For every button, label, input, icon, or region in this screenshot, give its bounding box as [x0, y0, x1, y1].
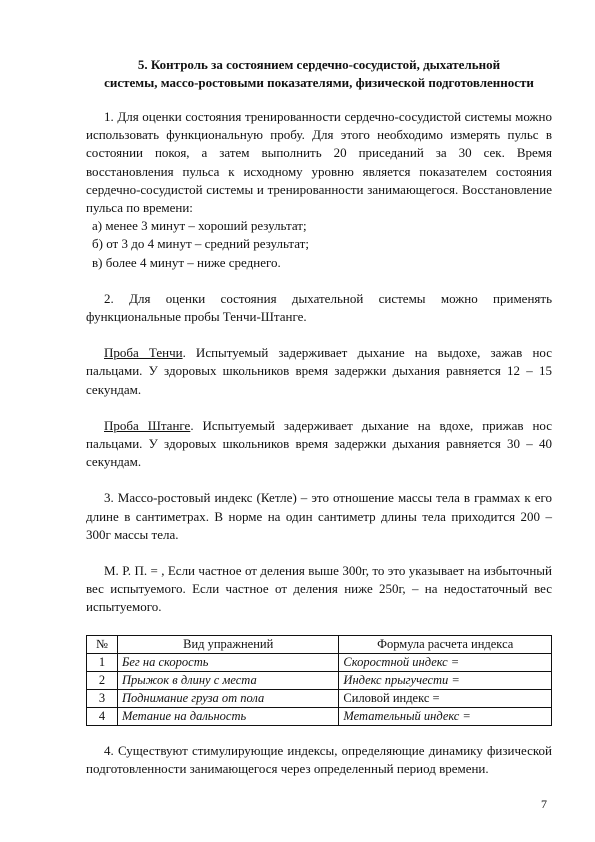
row-number: 4: [87, 707, 118, 725]
paragraph-breathing: 2. Для оценки состояния дыхательной системы можно применять функциональные пробы Тенчи-Штанге.: [86, 290, 552, 325]
tenchi-text: . Испытуемый задерживает дыхание на выдохе, зажав нос пальцами. У здоровых школьников время задержки дыхания равняется 12 – 15 секундам.: [86, 345, 552, 397]
section-title: [86, 56, 552, 92]
row-number: 2: [87, 671, 118, 689]
exercise-cell: Бег на скорость: [118, 653, 339, 671]
exercise-cell: Поднимание груза от пола: [118, 689, 339, 707]
table-row: [87, 689, 552, 707]
shtange-text: . Испытуемый задерживает дыхание на вдохе, прижав нос пальцами. У здоровых школьников время задержки дыхания равняется 30 – 40 секундам.: [86, 417, 552, 470]
tenchi-term: Проба Тенчи: [104, 345, 183, 361]
list-item: а) менее 3 минут – хороший результат;: [92, 218, 307, 234]
table-row: [87, 671, 552, 689]
exercise-cell: Метание на дальность: [118, 707, 339, 725]
list-item: в) более 4 минут – ниже среднего.: [92, 254, 281, 270]
formula-cell: Индекс прыгучести =: [339, 671, 552, 689]
paragraph-shtange: [86, 417, 552, 472]
paragraph-stimulating: 4. Существуют стимулирующие индексы, определяющие динамику физической подготовленности занимающегося через определенный период времени.: [86, 742, 552, 776]
paragraph-cardio: 1. Для оценки состояния тренированности сердечно-сосудистой системы можно использовать функциональную пробу. Для этого необходимо измерять пульс в состоянии покоя, а затем выполнить 20 приседаний за 30 сек. Время восстановления пульса к исходному уровню является показателем состояния сердечно-сосудистой системы и тренированности занимающегося. Восстановление пульса по времени:: [86, 109, 552, 216]
page-number: 7: [541, 797, 547, 811]
paragraph-tenchi: [86, 344, 552, 399]
exercise-cell: Прыжок в длину с места: [118, 671, 339, 689]
col-exercise-header: Вид упражнений: [118, 635, 339, 653]
shtange-term: Проба Штанге: [104, 417, 191, 433]
formula-cell: Силовой индекс =: [339, 689, 552, 707]
document-page: [86, 56, 552, 778]
col-formula-header: Формула расчета индекса: [339, 635, 552, 653]
paragraph-quetelet: 3. Массо-ростовый индекс (Кетле) – это отношение массы тела в граммах к его длине в сантиметрах. В норме на один сантиметр длины тела приходится 200 – 300г массы тела.: [86, 490, 552, 542]
row-number: 3: [87, 689, 118, 707]
formula-cell: Метательный индекс =: [339, 707, 552, 725]
title-line-1: 5. Контроль за состоянием сердечно-сосудистой, дыхательной: [137, 57, 501, 72]
table-row: [87, 653, 552, 671]
row-number: 1: [87, 653, 118, 671]
table-row: [87, 707, 552, 725]
col-number-header: №: [87, 635, 118, 653]
table-header-row: [87, 635, 552, 653]
paragraph-mrp: М. Р. П. = , Если частное от деления выше 300г, то это указывает на избыточный вес испытуемого. Если частное от деления ниже 250г, – на недостаточный вес испытуемого.: [86, 563, 552, 615]
list-item: б) от 3 до 4 минут – средний результат;: [92, 236, 309, 252]
formula-cell: Скоростной индекс =: [339, 653, 552, 671]
pulse-recovery-list: [86, 217, 552, 272]
title-line-2: системы, массо-ростовыми показателями, физической подготовленности: [104, 75, 534, 90]
index-table: [86, 635, 552, 726]
